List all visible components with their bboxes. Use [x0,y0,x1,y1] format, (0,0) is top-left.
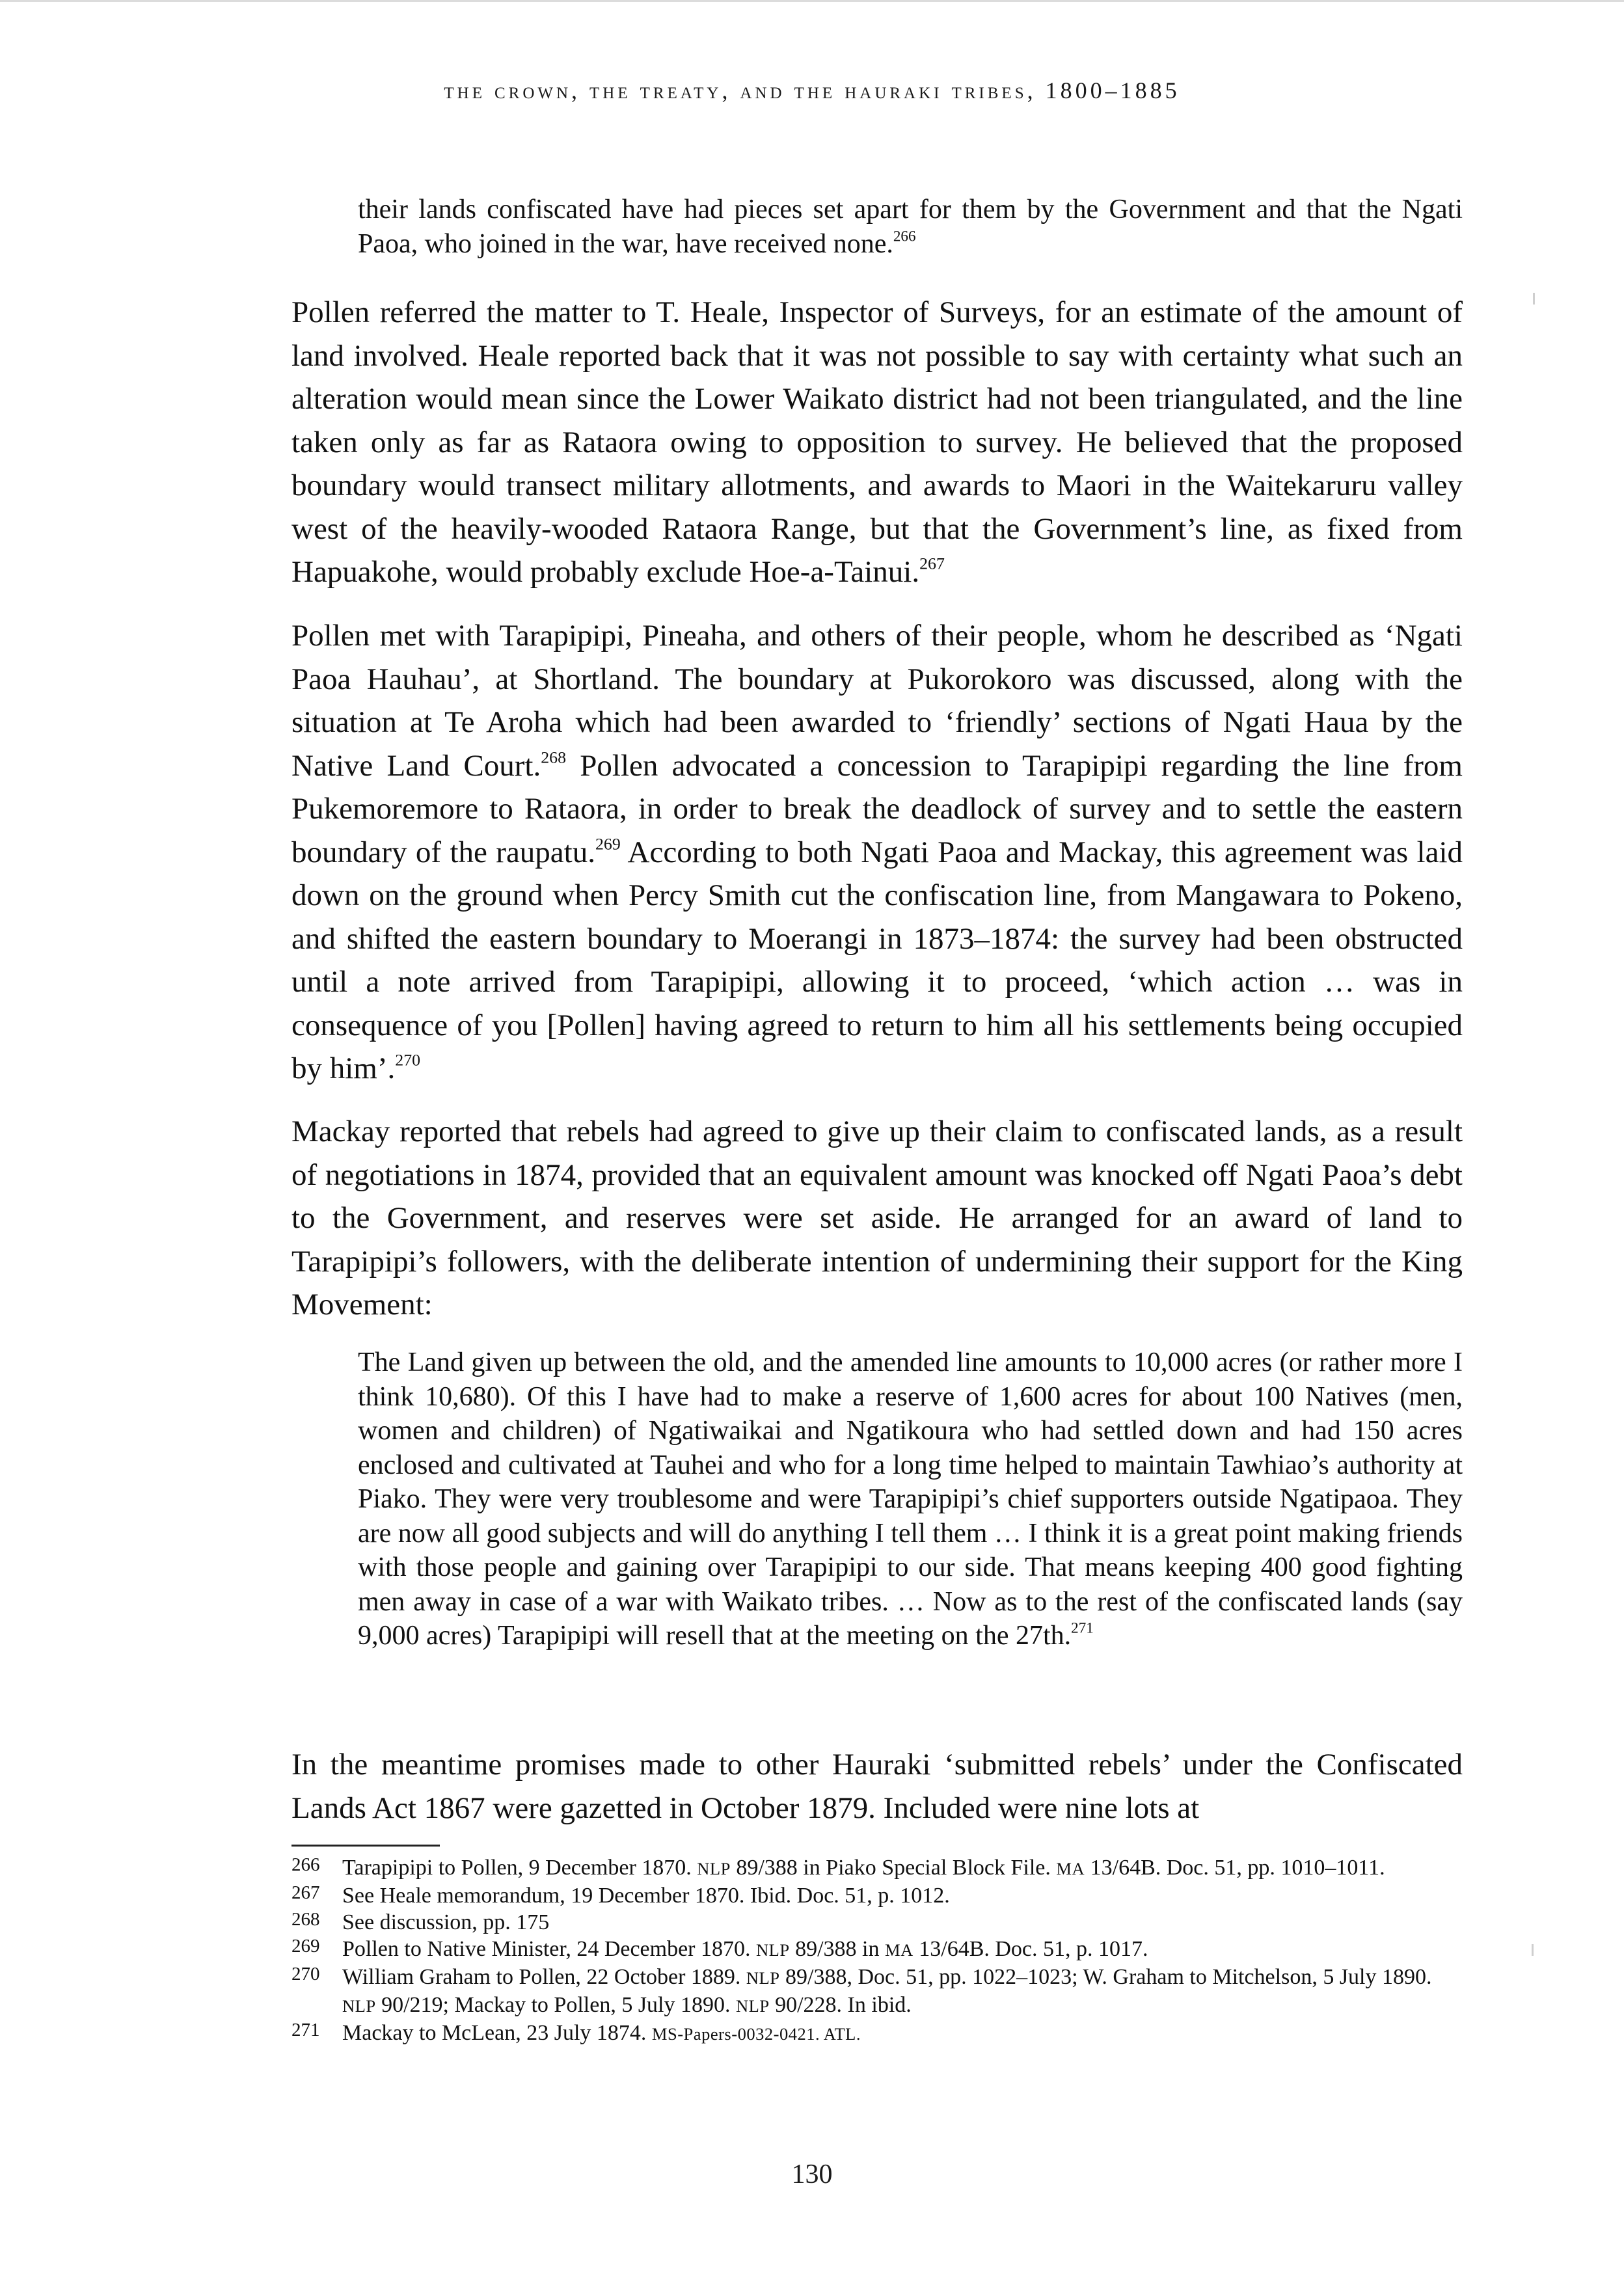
footnote-number: 267 [291,1882,320,1903]
footnote-text: Pollen to Native Minister, 24 December 1870. [342,1937,757,1961]
footnote-text: MS-Papers-0032-0421. ATL. [651,2024,861,2044]
footnote-number: 271 [291,2020,320,2040]
footnote-text: MA [1056,1859,1085,1878]
footnote-ref-266[interactable]: 266 [893,227,916,245]
paragraph-1 [291,291,1463,594]
footnote-text: 89/388, Doc. 51, pp. 1022–1023; W. Graham to Mitchelson, 5 July 1890. [779,1965,1432,1989]
scan-speck [1532,1944,1534,1956]
footnote-number: 268 [291,1909,320,1930]
footnote-267 [291,1882,1463,1909]
scan-speck [1533,293,1535,305]
footnotes [291,1854,1463,2048]
paragraph-2-text-b: Pollen advocated a concession to Tarapipipi regarding the line from Pukemoremore to Rataora, in order to break the deadlock of survey and to settle the eastern boundary of the raupatu. [291,748,1463,869]
footnote-text: MA [885,1940,914,1960]
footnote-text: NLP [342,1996,376,2016]
paragraph-1-text: Pollen referred the matter to T. Heale, Inspector of Surveys, for an estimate of the amount of land involved. Heale reported back that it was not possible to say with certainty what such an alteration would mean since the Lower Waikato district had not been triangulated, and the line taken only as far as Rataora owing to opposition to survey. He believed that the proposed boundary would transect military allotments, and awards to Maori in the Waitekaruru valley west of the heavily-wooded Rataora Range, but that the Government’s line, as fixed from Hapuakohe, would probably exclude Hoe-a-Tainui. [291,295,1463,589]
footnote-271 [291,2020,1463,2048]
paragraph-2 [291,614,1463,1090]
quote-top [358,193,1463,261]
footnote-ref-271[interactable]: 271 [1071,1619,1094,1636]
footnote-270 [291,1964,1463,2020]
paragraph-3-text: Mackay reported that rebels had agreed to give up their claim to confiscated lands, as a result of negotiations in 1874, provided that an equivalent amount was knocked off Ngati Paoa’s debt to the Government, and reserves were set aside. He arranged for an award of land to Tarapipipi’s followers, with the deliberate intention of undermining their support for the King Movement: [291,1115,1463,1321]
footnote-text: William Graham to Pollen, 22 October 1889. [342,1965,746,1989]
footnote-text: 90/228. In ibid. [769,1993,912,2017]
page-number: 130 [791,2159,833,2189]
quote-block [358,1346,1463,1653]
footnote-text: 13/64B. Doc. 51, pp. 1010–1011. [1085,1856,1385,1880]
page-top-edge [0,0,1624,2]
footnote-text: See discussion, pp. 175 [342,1910,550,1934]
footnote-rule [291,1845,440,1847]
footnote-text: NLP [756,1940,790,1960]
paragraph-4-text: In the meantime promises made to other Hauraki ‘submitted rebels’ under the Confiscated Lands Act 1867 were gazetted in October 1879. Included were nine lots at [291,1748,1463,1825]
footnote-268 [291,1909,1463,1936]
footnote-266 [291,1854,1463,1882]
footnote-number: 269 [291,1936,320,1956]
paragraph-4 [291,1743,1463,1830]
footnote-text: 89/388 in Piako Special Block File. [730,1856,1057,1880]
quote-top-text: their lands confiscated have had pieces set apart for them by the Government and that the Ngati Paoa, who joined in the war, have received none. [358,195,1463,259]
paragraph-2-text-a: Pollen met with Tarapipipi, Pineaha, and others of their people, whom he described as ‘Ngati Paoa Hauhau’, at Shortland. The boundary at Pukorokoro was discussed, along with the situation at Te Aroha which had been awarded to ‘friendly’ sections of Ngati Haua by the Native Land Court. [291,619,1463,783]
footnote-text: Mackay to McLean, 23 July 1874. [342,2021,652,2045]
footnote-text: 13/64B. Doc. 51, p. 1017. [913,1937,1148,1961]
quote-block-text: The Land given up between the old, and the amended line amounts to 10,000 acres (or rather more I think 10,680). Of this I have had to make a reserve of 1,600 acres for about 100 Natives (men, women and children) of Ngatiwaikai and Ngatikoura who had settled down and had 150 acres enclosed and cultivated at Tauhei and who for a long time helped to maintain Tawhiao’s authority at Piako. They were very troublesome and were Tarapipipi’s chief supporters outside Ngatipaoa. They are now all good subjects and will do anything I tell them … I think it is a great point making friends with those people and gaining over Tarapipipi to our side. That means keeping 400 good fighting men away in case of a war with Waikato tribes. … Now as to the rest of the confiscated lands (say 9,000 acres) Tarapipipi will resell that at the meeting on the 27th. [358,1347,1463,1651]
footnote-text: Tarapipipi to Pollen, 9 December 1870. [342,1856,697,1880]
footnote-ref-270[interactable]: 270 [395,1050,421,1070]
footnote-number: 266 [291,1854,320,1875]
footnote-ref-267[interactable]: 267 [919,554,945,573]
footnote-text: See Heale memorandum, 19 December 1870. Ibid. Doc. 51, p. 1012. [342,1884,950,1908]
footnote-number: 270 [291,1964,320,1984]
paragraph-3 [291,1110,1463,1327]
footnote-text: 90/219; Mackay to Pollen, 5 July 1890. [375,1993,737,2017]
footnote-text: NLP [746,1968,780,1988]
footnote-text: 89/388 in [789,1937,886,1961]
running-head: the crown, the treaty, and the hauraki tribes, 1800–1885 [444,77,1180,103]
footnote-text: NLP [697,1859,731,1878]
footnote-ref-268[interactable]: 268 [541,748,566,767]
paragraph-2-text-c: According to both Ngati Paoa and Mackay, this agreement was laid down on the ground when Percy Smith cut the confiscation line, from Mangawara to Pokeno, and shifted the eastern boundary to Moerangi in 1873–1874: the survey had been obstructed until a note arrived from Tarapipipi, allowing it to proceed, ‘which action … was in consequence of you [Pollen] having agreed to return to him all his settlements being occupied by him’. [291,835,1463,1085]
footnote-ref-269[interactable]: 269 [595,834,621,854]
footnote-269 [291,1936,1463,1964]
footnote-text: NLP [736,1996,770,2016]
